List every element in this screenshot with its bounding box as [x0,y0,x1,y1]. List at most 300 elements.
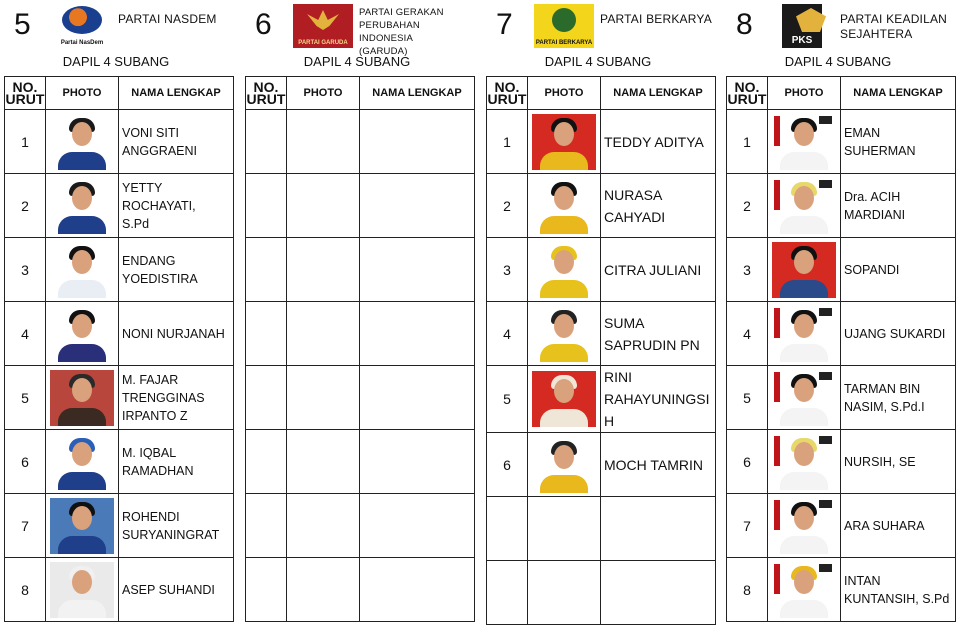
candidate-name-line: NASIM, S.Pd.I [844,399,925,414]
photo-face [554,122,574,146]
candidate-name-line: CAHYADI [604,208,666,225]
party-name-line: SEJAHTERA [840,27,913,41]
pks-badge-icon [819,564,832,572]
logo-mark-icon [552,8,576,32]
photo-face [72,506,92,530]
candidate-name [360,110,475,174]
table-row [246,174,475,238]
candidate-number: 1 [5,110,46,174]
candidate-name [360,366,475,430]
photo-body [780,216,828,234]
candidate-photo-cell [287,494,360,558]
candidate-photo [772,562,836,618]
header-no-line: NO. [12,79,38,95]
candidate-name [119,174,234,238]
candidate-photo-cell [46,302,119,366]
candidate-photo [532,242,596,298]
candidate-number [246,430,287,494]
candidate-name [119,494,234,558]
candidate-photo-cell [768,302,841,366]
candidate-photo-cell [528,238,601,302]
header-nama-lengkap: NAMA LENGKAP [119,77,234,110]
candidate-name-line: SUMA [604,314,645,331]
photo-body [780,280,828,298]
candidate-name [360,494,475,558]
candidate-name-line: NONI NURJANAH [122,326,225,341]
candidate-number: 4 [487,302,528,366]
candidate-photo-cell [287,430,360,494]
candidate-name [841,430,956,494]
pks-badge-icon [819,308,832,316]
flag-icon [774,500,780,530]
candidate-photo-cell [46,430,119,494]
candidate-number: 3 [727,238,768,302]
photo-face [794,378,814,402]
header-photo: PHOTO [528,77,601,110]
header-nama-lengkap: NAMA LENGKAP [360,77,475,110]
candidate-number: 8 [727,558,768,622]
candidate-name [601,302,716,366]
table-row [5,558,234,622]
header-no-urut [5,77,46,110]
candidate-name-line: EMAN SUHERMAN [844,125,916,158]
table-row [246,558,475,622]
photo-face [72,378,92,402]
table-row [727,366,956,430]
party-number: 7 [496,8,513,41]
candidate-photo [50,242,114,298]
candidate-name-line: RAHAYUNINGSI [604,391,710,407]
flag-icon [774,180,780,210]
party-header [0,0,232,74]
candidate-name-line: ANGGRAENI [122,143,198,158]
candidate-number: 7 [5,494,46,558]
table-row [5,366,234,430]
table-row [5,430,234,494]
table-row [5,174,234,238]
candidate-photo [50,370,114,426]
candidate-name [841,558,956,622]
candidate-name-line: ENDANG [122,253,176,268]
table-row [727,238,956,302]
flag-icon [774,564,780,594]
candidate-number: 1 [727,110,768,174]
header-no-line: NO. [253,79,279,95]
candidate-photo-cell [287,238,360,302]
photo-face [554,314,574,338]
header-no-urut [246,77,287,110]
party-name-line: PARTAI GERAKAN [359,7,444,18]
table-row [246,430,475,494]
table-header-row [246,77,475,110]
party-name [118,12,217,27]
candidate-number: 3 [487,238,528,302]
photo-body [780,472,828,490]
table-header-row [487,77,716,110]
candidate-number: 5 [487,366,528,433]
party-header [722,0,954,74]
party-name-line: (GARUDA) [359,46,408,57]
candidate-photo [532,437,596,493]
candidate-name [601,561,716,625]
candidate-name-line: H [604,413,615,429]
candidate-photo-cell [287,558,360,622]
party-column [0,0,232,624]
candidate-name [119,238,234,302]
table-row [727,494,956,558]
photo-body [780,344,828,362]
candidate-number: 8 [5,558,46,622]
candidate-number: 5 [727,366,768,430]
header-photo: PHOTO [287,77,360,110]
header-photo: PHOTO [46,77,119,110]
candidate-name [360,174,475,238]
candidate-photo [50,178,114,234]
photo-face [554,379,574,403]
table-row [727,430,956,494]
photo-body [540,475,588,493]
candidate-photo [772,498,836,554]
candidate-name [601,366,716,433]
photo-body [540,152,588,170]
candidate-photo [50,114,114,170]
pks-badge-icon [819,436,832,444]
candidate-table [245,76,475,622]
photo-body [540,280,588,298]
candidate-number: 7 [727,494,768,558]
party-name-line: PARTAI NASDEM [118,12,217,26]
candidate-photo-cell [768,558,841,622]
table-row [727,558,956,622]
party-logo [293,4,353,48]
photo-body [58,216,106,234]
candidate-name [841,110,956,174]
dapil-label: DAPIL 4 SUBANG [303,54,411,69]
table-row [487,302,716,366]
photo-face [554,186,574,210]
candidate-name-line: RINI [604,369,632,385]
photo-face [794,442,814,466]
candidate-number: 4 [5,302,46,366]
candidate-photo-cell [528,302,601,366]
candidate-photo-cell [528,366,601,433]
table-row [246,302,475,366]
candidate-photo-cell [287,302,360,366]
photo-face [554,445,574,469]
candidate-name [841,494,956,558]
candidate-name-line: SURYANINGRAT [122,527,220,542]
candidate-name [119,430,234,494]
candidate-photo [772,434,836,490]
table-row [487,174,716,238]
photo-face [794,506,814,530]
candidate-number: 3 [5,238,46,302]
candidate-number [246,494,287,558]
photo-face [72,250,92,274]
photo-body [58,344,106,362]
photo-body [780,408,828,426]
logo-mark-icon [307,10,339,30]
photo-body [780,536,828,554]
table-row [487,238,716,302]
candidate-photo [532,371,596,427]
photo-body [58,472,106,490]
candidate-name [841,302,956,366]
photo-body [780,152,828,170]
header-photo: PHOTO [768,77,841,110]
table-row [246,366,475,430]
candidate-photo [50,434,114,490]
pks-badge-icon [819,372,832,380]
candidate-name-line: M. IQBAL [122,445,177,460]
candidate-name-line: CITRA JULIANI [604,261,702,278]
candidate-name-line: UJANG SUKARDI [844,326,946,341]
table-row [246,238,475,302]
candidate-name [601,497,716,561]
party-header [241,0,473,74]
candidate-name-line: NURASA [604,186,663,203]
table-row [246,110,475,174]
header-urut-line: URUT [246,91,286,107]
photo-body [780,600,828,618]
candidate-photo-cell [528,561,601,625]
candidate-name-line: ARA SUHARA [844,518,925,533]
party-name-line: PARTAI BERKARYA [600,12,712,26]
table-row [487,433,716,497]
candidate-name [360,238,475,302]
candidate-name [601,433,716,497]
candidate-photo [772,370,836,426]
candidate-number [246,302,287,366]
party-logo [52,4,112,48]
candidate-number [246,110,287,174]
candidate-photo-cell [46,558,119,622]
party-column [722,0,954,624]
candidate-table [726,76,956,622]
candidate-number: 5 [5,366,46,430]
candidate-number: 2 [727,174,768,238]
logo-mark-icon [796,8,826,32]
flag-icon [774,308,780,338]
party-column [482,0,714,624]
candidate-photo-cell [768,174,841,238]
candidate-name-line: ASEP SUHANDI [122,582,215,597]
table-header-row [727,77,956,110]
candidate-name-line: YOEDISTIRA [122,271,198,286]
candidate-name [841,238,956,302]
candidate-name-line: Dra. ACIH [844,189,901,204]
candidate-name-line: M. FAJAR [122,372,179,387]
candidate-number [487,497,528,561]
candidate-name-line: VONI SITI [122,125,179,140]
photo-body [540,216,588,234]
candidate-photo [772,306,836,362]
candidate-photo [50,562,114,618]
photo-body [58,408,106,426]
candidate-photo [772,242,836,298]
candidate-table [4,76,234,622]
party-name-line: PERUBAHAN INDONESIA [359,20,420,44]
party-logo-text: PARTAI GARUDA [298,40,348,46]
party-logo-text: Partai NasDem [60,40,104,46]
table-row [487,366,716,433]
candidate-number: 6 [5,430,46,494]
candidate-name [360,302,475,366]
candidate-photo [50,498,114,554]
candidate-number: 6 [727,430,768,494]
candidate-photo [532,114,596,170]
logo-mark-icon [62,6,102,34]
candidate-photo-cell [287,174,360,238]
candidate-photo-cell [287,366,360,430]
photo-body [58,600,106,618]
photo-face [554,250,574,274]
party-number: 6 [255,8,272,41]
candidate-number [246,558,287,622]
header-nama-lengkap: NAMA LENGKAP [601,77,716,110]
candidate-photo [50,306,114,362]
header-urut-line: URUT [5,91,45,107]
party-number: 5 [14,8,31,41]
candidate-number [487,561,528,625]
pks-badge-icon [819,116,832,124]
candidate-name-line: IRPANTO Z [122,408,188,423]
candidate-photo-cell [768,494,841,558]
photo-face [794,250,814,274]
party-name [359,6,473,58]
pks-badge-icon [819,180,832,188]
candidate-photo [772,114,836,170]
candidate-name [119,110,234,174]
party-column [241,0,473,624]
table-row [487,497,716,561]
candidate-number: 2 [5,174,46,238]
header-urut-line: URUT [727,91,767,107]
photo-body [58,536,106,554]
photo-face [72,122,92,146]
table-row [246,494,475,558]
photo-body [58,152,106,170]
candidate-photo-cell [528,433,601,497]
header-no-urut [487,77,528,110]
table-row [487,110,716,174]
candidate-photo-cell [46,366,119,430]
candidate-photo [532,306,596,362]
party-logo-text: PKS [791,35,813,46]
candidate-photo [772,178,836,234]
table-row [727,174,956,238]
candidate-photo-cell [528,110,601,174]
candidate-photo-cell [46,110,119,174]
candidate-number: 1 [487,110,528,174]
candidate-photo-cell [46,174,119,238]
candidate-name [841,174,956,238]
candidate-number: 2 [487,174,528,238]
candidate-name-line: RAMADHAN [122,463,194,478]
flag-icon [774,372,780,402]
candidate-name [119,558,234,622]
photo-body [540,409,588,427]
candidate-number: 4 [727,302,768,366]
candidate-number [246,366,287,430]
photo-body [540,344,588,362]
party-name [840,12,947,42]
photo-face [72,186,92,210]
candidate-name [601,110,716,174]
candidate-table [486,76,716,625]
photo-face [794,122,814,146]
candidate-name-line: MOCH TAMRIN [604,456,704,473]
header-urut-line: URUT [487,91,527,107]
candidate-photo-cell [528,497,601,561]
candidate-name [360,430,475,494]
candidate-name-line: TRENGGINAS [122,390,205,405]
candidate-name-line: S.Pd [122,216,150,231]
candidate-name-line: NURSIH, SE [844,454,916,469]
candidate-photo-cell [768,238,841,302]
candidate-photo-cell [287,110,360,174]
party-logo [782,4,822,48]
table-row [5,302,234,366]
party-header [482,0,714,74]
candidate-number: 6 [487,433,528,497]
candidate-name [360,558,475,622]
party-logo-text: PARTAI BERKARYA [535,40,593,46]
photo-face [72,442,92,466]
dapil-label: DAPIL 4 SUBANG [62,54,170,69]
candidate-photo-cell [768,366,841,430]
header-nama-lengkap: NAMA LENGKAP [841,77,956,110]
candidate-name [601,174,716,238]
candidate-number [246,238,287,302]
table-row [727,110,956,174]
table-header-row [5,77,234,110]
table-row [5,238,234,302]
candidate-photo-cell [46,238,119,302]
candidate-photo-cell [768,430,841,494]
party-name [600,12,712,27]
header-no-line: NO. [494,79,520,95]
header-no-urut [727,77,768,110]
candidate-number [246,174,287,238]
table-row [487,561,716,625]
candidate-name [119,366,234,430]
candidate-photo [532,178,596,234]
dapil-label: DAPIL 4 SUBANG [544,54,652,69]
candidate-name-line: ROHENDI [122,509,180,524]
photo-face [794,570,814,594]
dapil-label: DAPIL 4 SUBANG [784,54,892,69]
candidate-name-line: TARMAN BIN [844,381,921,396]
party-logo [534,4,594,48]
photo-face [72,314,92,338]
photo-face [72,570,92,594]
candidate-name-line: SAPRUDIN PN [604,336,700,353]
candidate-name [119,302,234,366]
candidate-name-line: KUNTANSIH, S.Pd [844,591,950,606]
flag-icon [774,116,780,146]
candidate-photo-cell [528,174,601,238]
photo-face [794,314,814,338]
candidate-name-line: YETTY ROCHAYATI, [122,180,196,213]
candidate-name [841,366,956,430]
candidate-photo-cell [46,494,119,558]
table-row [727,302,956,366]
header-no-line: NO. [734,79,760,95]
candidate-name-line: SOPANDI [844,262,900,277]
photo-face [794,186,814,210]
pks-badge-icon [819,500,832,508]
